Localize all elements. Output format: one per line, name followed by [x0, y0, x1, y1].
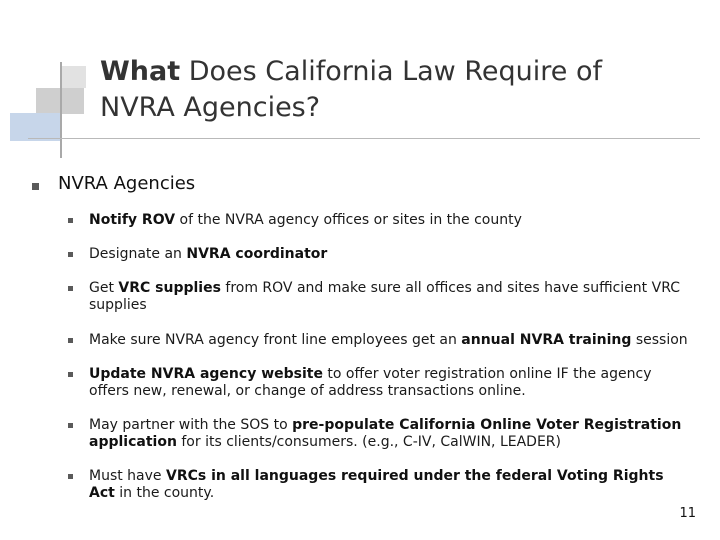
list-item-text: from ROV and make sure all offices and sites have sufficient VRC supplies: [89, 280, 680, 313]
bullet-icon: [68, 218, 73, 223]
list-item: [89, 280, 689, 314]
list-item-emphasis: VRC supplies: [118, 280, 221, 296]
bullet-icon: [68, 423, 73, 428]
page-number: 11: [679, 506, 696, 521]
list-item: [89, 212, 689, 229]
list-item-text: May partner with the SOS to: [89, 417, 293, 433]
bullet-icon: [68, 252, 73, 257]
list-item: [89, 332, 689, 349]
list-item: [89, 366, 689, 400]
list-item-emphasis: VRCs in all languages required under the federal Voting Rights Act: [89, 468, 664, 501]
slide-title: [100, 54, 700, 126]
title-strong: What: [100, 56, 181, 87]
title-line2: NVRA Agencies?: [100, 92, 321, 123]
list-item: [89, 468, 689, 502]
list-item-text: Get: [89, 280, 119, 296]
list-item-emphasis: Update NVRA agency website: [89, 366, 323, 382]
list-item: [89, 246, 689, 263]
list-item-text: for its clients/consumers. (e.g., C-IV, CalWIN, LEADER): [176, 434, 561, 450]
list-item-text: Must have: [89, 468, 166, 484]
title-decoration-blue-block: [10, 113, 60, 141]
title-rest: Does California Law Require of: [180, 56, 602, 87]
list-item: [89, 417, 689, 451]
list-item-text: session: [631, 332, 688, 348]
list-item-text: Make sure NVRA agency front line employees get an: [89, 332, 462, 348]
title-decoration-vertical-line: [60, 62, 62, 158]
list-item-text: to offer voter registration online IF the agency offers new, renewal, or change of address transactions online.: [89, 366, 652, 399]
list-item-text: Designate an: [89, 246, 187, 262]
bullet-icon: [68, 474, 73, 479]
list-item-text: of the NVRA agency offices or sites in the county: [175, 212, 522, 228]
list-item-text: in the county.: [114, 485, 215, 501]
list-item-emphasis: Notify ROV: [89, 212, 176, 228]
bullet-icon: [32, 183, 39, 190]
list-item-emphasis: pre-populate California Online Voter Registration application: [89, 417, 682, 450]
list-item-emphasis: NVRA coordinator: [186, 246, 328, 262]
bullet-icon: [68, 338, 73, 343]
list-item-emphasis: annual NVRA training: [461, 332, 632, 348]
title-decoration-light-block: [62, 66, 86, 88]
bullet-icon: [68, 372, 73, 377]
level1-heading: NVRA Agencies: [58, 173, 196, 194]
title-decoration-horizontal-line: [28, 138, 700, 139]
bullet-icon: [68, 286, 73, 291]
